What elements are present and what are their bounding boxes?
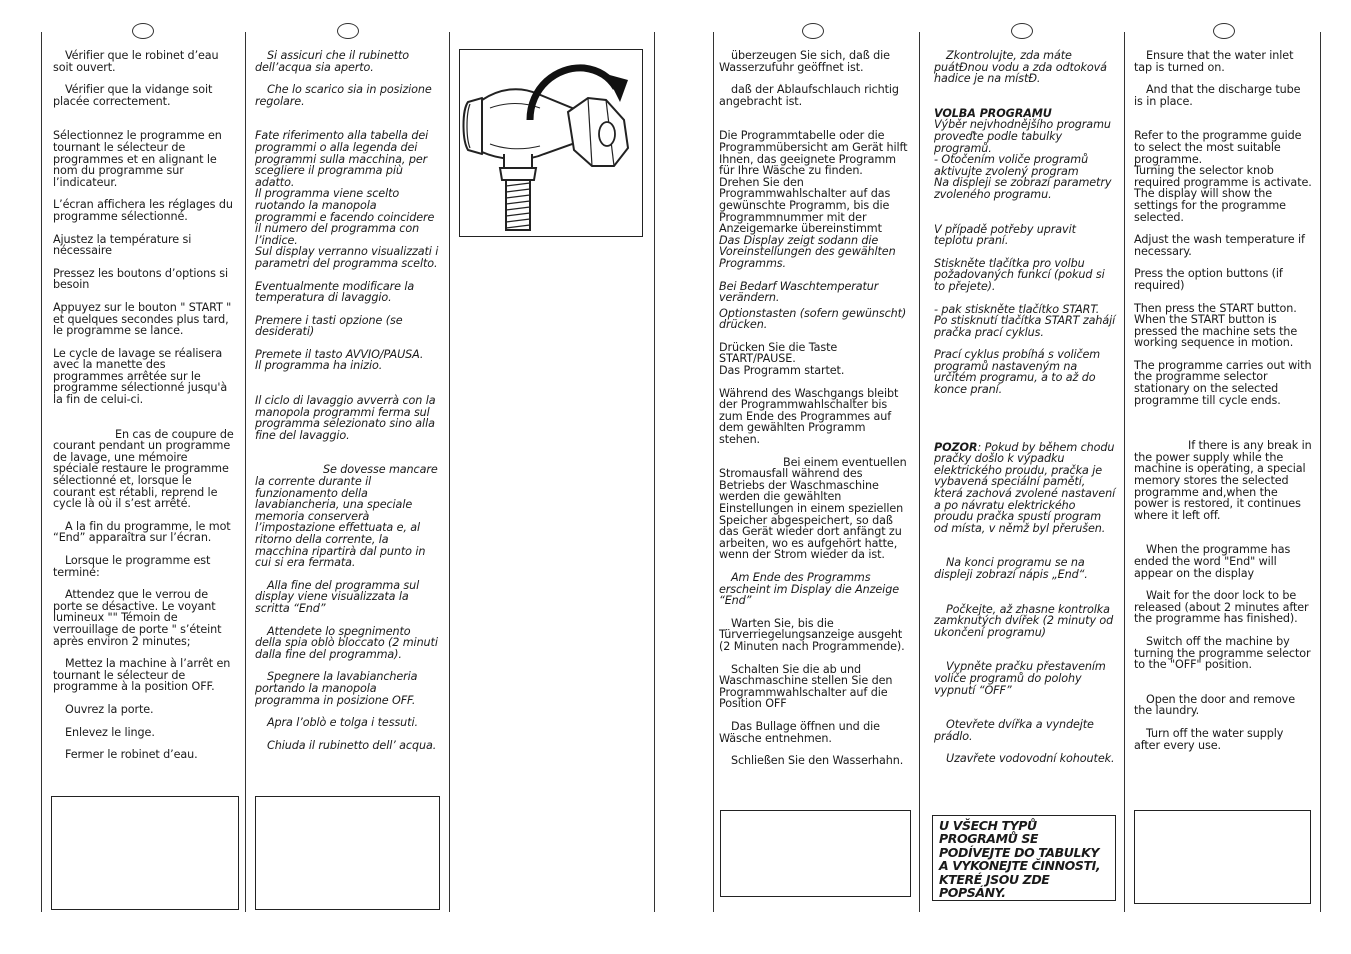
it-paragraph: Se dovesse mancare la corrente durante il funzionamento della lavabiancheria, una speciale memoria conserverà l’impostazione effettuata e, al ritorno della corrente, la macchina ripartirà dal punto in cui si era fermata. [255, 463, 438, 570]
it-note-box [255, 796, 440, 910]
column-divider [1124, 32, 1125, 912]
fr-note-box [51, 796, 239, 910]
column-divider [41, 32, 42, 912]
it-paragraph: Alla fine del programma sul display viene visualizzata la scritta “End” [255, 578, 420, 615]
cz-paragraph: Na konci programu se na displeji zobrazí nápis „End“. [934, 556, 1088, 581]
it-paragraph: Premete il tasto AVVIO/PAUSA. Il programma ha inizio. [255, 347, 424, 373]
fr-paragraph: Ouvrez la porte. [65, 702, 154, 716]
de-paragraph: Optionstasten (sofern gewünscht) drücken. [719, 306, 907, 332]
de-paragraph: überzeugen Sie sich, daß die Wasserzufuhr geöffnet ist. [719, 49, 890, 74]
en-paragraph: Wait for the door lock to be released (about 2 minutes after the programme has finished). [1134, 589, 1309, 626]
it-paragraph: Spegnere la lavabiancheria portando la manopola programma in posizione OFF. [255, 670, 418, 707]
fr-paragraph: Appuyez sur le bouton " START " et quelques secondes plus tard, le programme se lance. [53, 300, 232, 338]
cz-paragraph: Otevřete dvířka a vyndejte prádlo. [934, 718, 1094, 743]
fr-paragraph: Pressez les boutons d’options si besoin [53, 266, 229, 292]
it-paragraph: Eventualmente modificare la temperatura di lavaggio. [255, 279, 415, 305]
it-paragraph: Apra l’oblò e tolga i tessuti. [267, 716, 418, 730]
language-flag-circle [1011, 23, 1033, 39]
language-flag-circle [1213, 23, 1235, 39]
en-paragraph: Ensure that the water inlet tap is turned on. [1134, 49, 1294, 74]
it-paragraph: Chiuda il rubinetto dell’ acqua. [267, 738, 437, 752]
de-paragraph: Warten Sie, bis die Türverriegelungsanzeige ausgeht (2 Minuten nach Programmende). [719, 616, 905, 653]
en-paragraph: Refer to the programme guide to select the most suitable programme. Turning the selector knob required programme is activate. The display will show the settings for the programme selected. [1134, 129, 1312, 224]
cz-pozor-text: : Pokud by během chodu pračky došlo k výpadku elektrického proudu, pračka je vybavená speciální pamětí, která zachová zvolené nastavení a po návratu elektrického proudu pračka spustí program od místa, v němž byl přerušen. [934, 440, 1116, 535]
it-paragraph: Il ciclo di lavaggio avverrà con la manopola programmi ferma sul programma selezionato sino alla fine del lavaggio. [255, 394, 436, 442]
en-paragraph: Open the door and remove the laundry. [1134, 692, 1295, 718]
de-note-box [720, 810, 911, 897]
it-paragraph: Si assicuri che il rubinetto dell’acqua sia aperto. [255, 49, 410, 74]
column-divider [654, 32, 655, 912]
en-paragraph: Turn off the water supply after every use. [1134, 726, 1284, 752]
en-paragraph: When the programme has ended the word "End" will appear on the display [1134, 543, 1291, 580]
column-divider [919, 32, 920, 912]
de-paragraph: Während des Waschgangs bleibt der Programmwahlschalter bis zum Ende des Programmes auf dem gewählten Programm stehen. [719, 386, 899, 447]
cz-pozor-label: POZOR [934, 440, 978, 454]
de-paragraph: Bei Bedarf Waschtemperatur verändern. [719, 279, 879, 305]
language-flag-circle [802, 23, 824, 39]
cz-paragraph: Počkejte, až zhasne kontrolka zamknutých dvířek (2 minuty od ukončení programu) [934, 602, 1114, 639]
czech-column [934, 50, 1116, 776]
column-divider [1320, 32, 1321, 912]
english-column [1134, 50, 1312, 762]
german-column [719, 50, 909, 778]
language-flag-circle [337, 23, 359, 39]
en-paragraph: And that the discharge tube is in place. [1134, 83, 1301, 108]
fr-paragraph: Vérifier que la vidange soit placée correctement. [53, 83, 213, 108]
cz-paragraph: V případě potřeby upravit teplotu praní. [934, 222, 1076, 248]
en-paragraph: The programme carries out with the programme selector stationary on the selected programme till cycle ends. [1134, 358, 1312, 407]
en-paragraph: If there is any break in the power supply while the machine is operating, a special memory stores the selected programme and,when the power is restored, it continues where it left off. [1134, 439, 1312, 522]
fr-paragraph: Lorsque le programme est terminé: [53, 554, 211, 579]
cz-paragraph: Zkontrolujte, zda máte puátÐnou vodu a zda odtoková hadice je na místÐ. [934, 49, 1107, 86]
de-paragraph: Drücken Sie die Taste START/PAUSE. Das Programm startet. [719, 340, 845, 378]
it-paragraph: Che lo scarico sia in posizione regolare. [255, 83, 432, 108]
fr-paragraph: Enlevez le linge. [65, 725, 155, 739]
cz-paragraph: - pak stiskněte tlačítko START. Po stisknutí tlačítka START zahájí pračka prací cyklus. [934, 302, 1116, 339]
fr-paragraph: Attendez que le verrou de porte se désactive. Le voyant lumineux "" Témoin de verrouillage de porte " s’éteint après environ 2 minutes; [53, 588, 222, 648]
cz-paragraph: Prací cyklus probíhá s voličem programů nastaveným na určitém programu, a to až do konce praní. [934, 348, 1101, 397]
it-paragraph: Premere i tasti opzione (se desiderati) [255, 313, 403, 339]
en-paragraph: Switch off the machine by turning the programme selector to the "OFF" position. [1134, 634, 1311, 672]
fr-paragraph: A la fin du programme, le mot “End” apparaîtra sur l’écran. [53, 519, 231, 545]
de-paragraph-italic: Das Display zeigt sodann die Voreinstellungen des gewählten Programms. [719, 233, 896, 270]
french-column [53, 50, 235, 772]
it-paragraph: Attendete lo spegnimento della spia oblò bloccato (2 minuti dalla fine del programma). [255, 624, 438, 661]
cz-paragraph: Vypněte pračku přestavením voliče programů do polohy vypnutí “OFF” [934, 660, 1106, 697]
language-flag-circle [132, 23, 154, 39]
water-tap-illustration [459, 49, 643, 237]
cz-paragraph [934, 442, 1116, 535]
fr-paragraph: L’écran affichera les réglages du programme sélectionné. [53, 198, 233, 223]
cz-heading-text: VOLBA PROGRAMU [934, 106, 1052, 120]
de-paragraph: Das Bullage öffnen und die Wäsche entnehmen. [719, 719, 880, 745]
cz-paragraph: Výběr nejvhodnějšího programu proveďte podle tabulky programů. - Otočením voliče programů aktivujte zvolený program Na displeji se zobrazí parametry zvoleného programu. [934, 118, 1112, 201]
italian-column [255, 50, 439, 762]
de-paragraph-text: Die Programmtabelle oder die Programmübersicht am Gerät hilft Ihnen, das geeignete Programm für Ihre Wäsche zu finden. Drehen Sie den Programmwahlschalter auf das gewünschte Programm, bis die Programmnummer mit der Anzeigemarke übereinstimmt [719, 129, 908, 236]
de-paragraph: Schalten Sie die ab und Waschmaschine stellen Sie den Programmwahlschalter auf die Position OFF [719, 662, 893, 711]
de-paragraph [719, 130, 909, 269]
de-paragraph: daß der Ablaufschlauch richtig angebracht ist. [719, 83, 899, 108]
en-paragraph: Adjust the wash temperature if necessary. [1134, 233, 1305, 258]
it-paragraph: Fate riferimento alla tabella dei programmi o alla legenda dei programmi sulla macchina, per scegliere il programma più adatto. Il programma viene scelto ruotando la manopola programmi e facendo coincidere il numero del programma con l’indice. Sul display verranno visualizzati i parametri del programma scelto. [255, 129, 439, 270]
fr-paragraph: En cas de coupure de courant pendant un programme de lavage, une mémoire spéciale restaure le programme sélectionné et, lorsque le courant est rétabli, reprend le cycle là où il s’est arrêté. [53, 427, 234, 511]
water-tap-icon [460, 50, 642, 236]
fr-paragraph: Mettez la machine à l’arrêt en tournant le sélecteur de programme à la position OFF. [53, 657, 231, 694]
fr-paragraph: Vérifier que le robinet d’eau soit ouvert. [53, 49, 219, 74]
cz-warning-box: U VŠECH TYPŮ PROGRAMŮ SE PODÍVEJTE DO TABULKY A VYKONEJTE ČINNOSTI, KTERÉ JSOU ZDE POPSÁNY. [932, 815, 1116, 901]
de-paragraph: Bei einem eventuellen Stromausfall während des Betriebs der Waschmaschine werden die gewählten Einstellungen in einem speziellen Speicher abgespeichert, so daß das Gerät wieder dort anfängt zu arbeiten, wo es aufgehört hatte, wenn der Strom wieder da ist. [719, 455, 907, 562]
en-paragraph: Then press the START button. When the START button is pressed the machine sets the working sequence in motion. [1134, 301, 1298, 350]
de-paragraph: Schließen Sie den Wasserhahn. [731, 754, 904, 768]
cz-paragraph: Uzavřete vodovodní kohoutek. [946, 752, 1115, 766]
de-paragraph: Am Ende des Programms erscheint im Display die Anzeige “End” [719, 570, 899, 608]
column-divider [713, 32, 714, 912]
en-note-box [1134, 810, 1311, 904]
fr-paragraph: Fermer le robinet d’eau. [65, 748, 198, 762]
column-divider [245, 32, 246, 912]
fr-paragraph: Le cycle de lavage se réalisera avec la manette des programmes arrêtée sur le programme sélectionné jusqu'à la fin de celui-ci. [53, 346, 228, 407]
fr-paragraph: Ajustez la température si nécessaire [53, 232, 192, 258]
cz-paragraph: Stiskněte tlačítka pro volbu požadovaných funkcí (pokud si to přejete). [934, 256, 1105, 293]
en-paragraph: Press the option buttons (if required) [1134, 267, 1283, 292]
column-divider [449, 32, 450, 912]
fr-paragraph: Sélectionnez le programme en tournant le sélecteur de programmes et en alignant le nom du programme sur l’indicateur. [53, 129, 222, 189]
